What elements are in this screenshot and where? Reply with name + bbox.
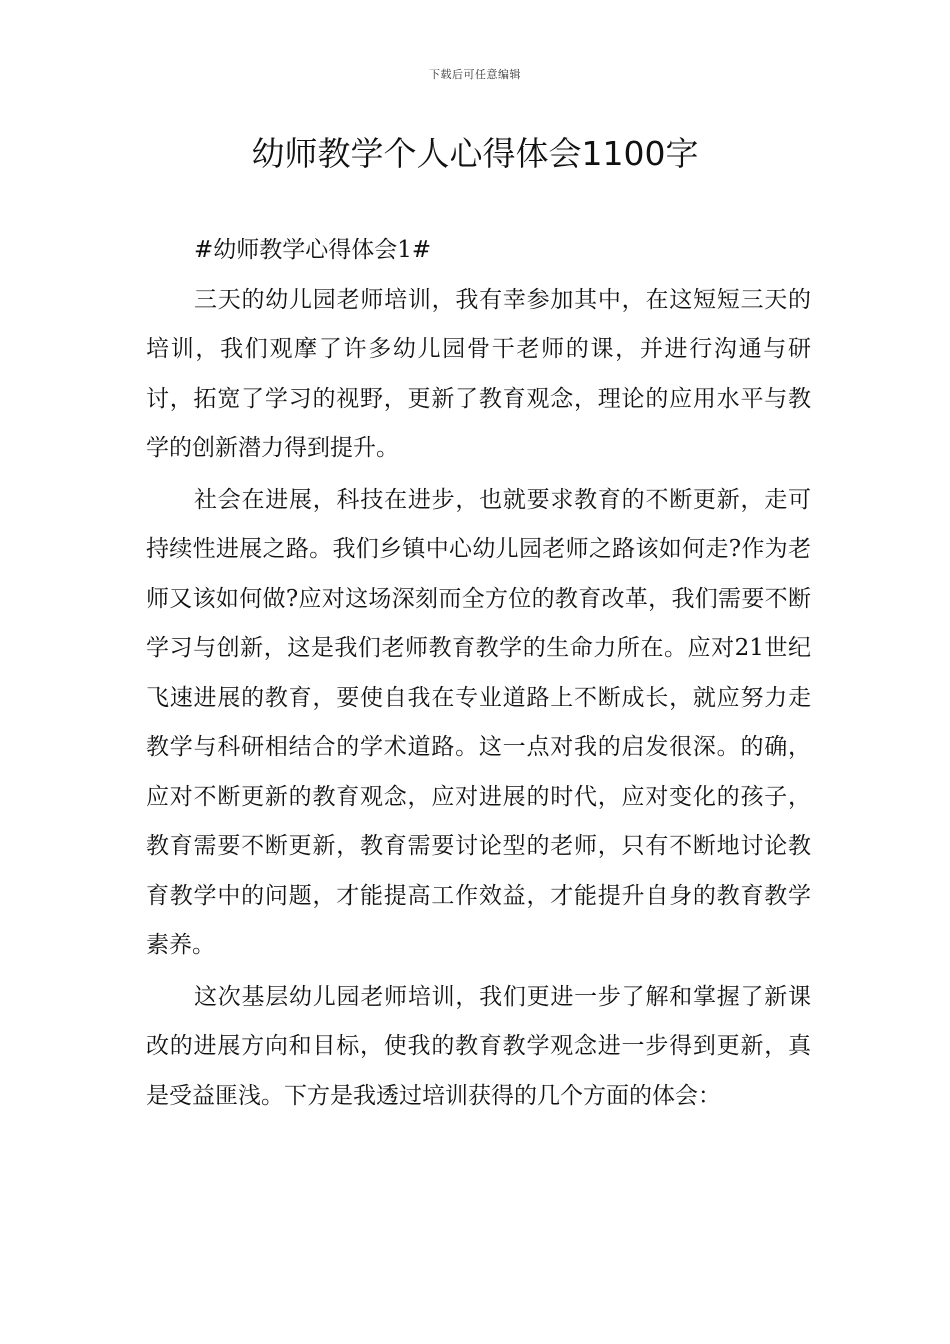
paragraph-2: 社会在进展，科技在进步，也就要求教育的不断更新，走可持续性进展之路。我们乡镇中心幼儿园老师之路该如何走?作为老师又该如何做?应对这场深刻而全方位的教育改革，我们需要不断学习与创新，这是我们老师教育教学的生命力所在。应对21世纪飞速进展的教育，要使自我在专业道路上不断成长，就应努力走教学与科研相结合的学术道路。这一点对我的启发很深。的确，应对不断更新的教育观念，应对进展的时代，应对变化的孩子，教育需要不断更新，教育需要讨论型的老师，只有不断地讨论教育教学中的问题，才能提高工作效益，才能提升自身的教育教学素养。	[146, 486, 811, 958]
document-title: 幼师教学个人心得体会1100字	[251, 134, 699, 173]
paragraph-3: 这次基层幼儿园老师培训，我们更进一步了解和掌握了新课改的进展方向和目标，使我的教育教学观念进一步得到更新，真是受益匪浅。下方是我透过培训获得的几个方面的体会：	[146, 983, 811, 1109]
header-note: 下载后可任意编辑	[429, 68, 521, 81]
section-heading: #幼师教学心得体会1#	[194, 237, 432, 263]
paragraph-1: 三天的幼儿园老师培训，我有幸参加其中，在这短短三天的培训，我们观摩了许多幼儿园骨干老师的课，并进行沟通与研讨，拓宽了学习的视野，更新了教育观念，理论的应用水平与教学的创新潜力得到提升。	[146, 286, 811, 461]
document-body	[146, 226, 811, 1121]
